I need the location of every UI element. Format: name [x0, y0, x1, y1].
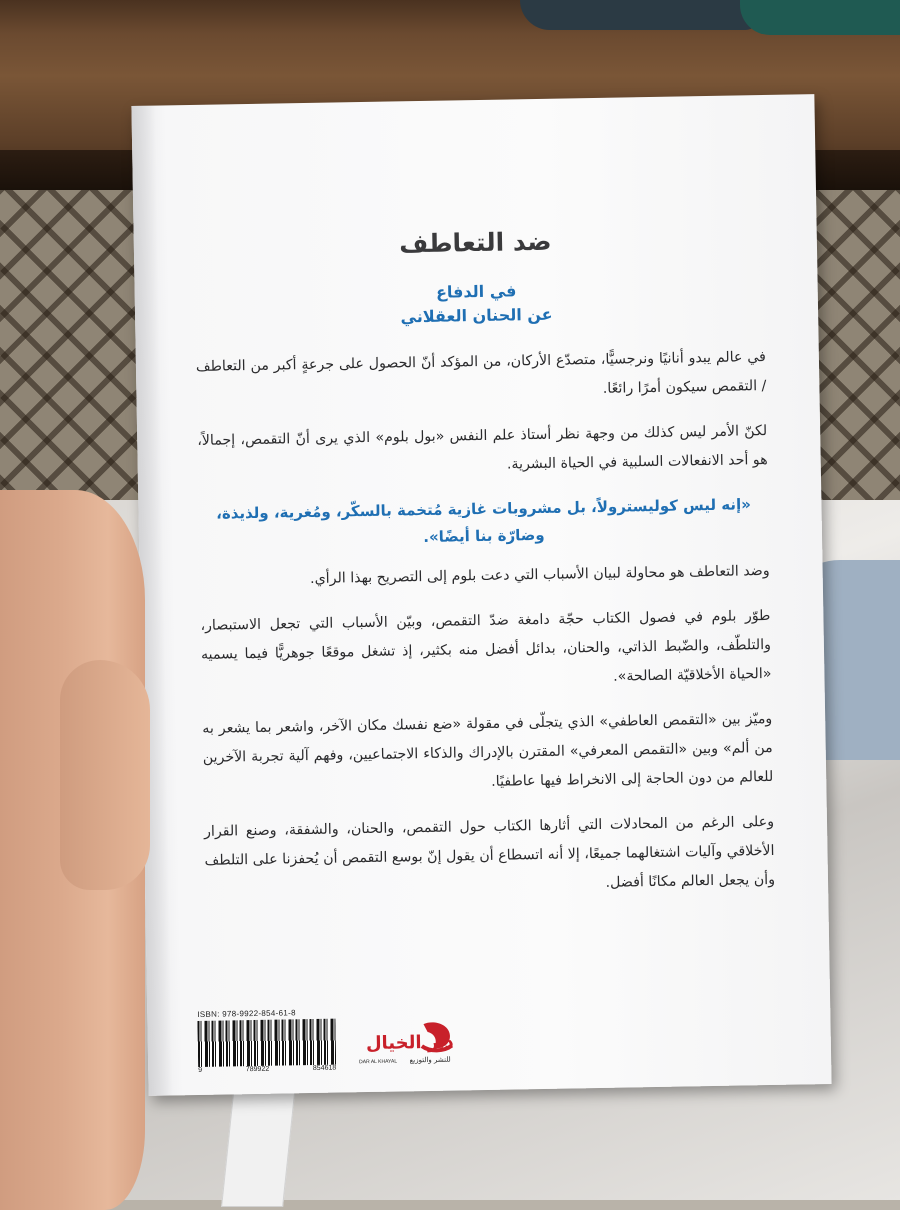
- publisher-logo-mark: [337, 1015, 458, 1073]
- blurb-paragraph: وعلى الرغم من المحادلات التي أثارها الكتاب حول التقمص، والحنان، والشفقة، وصنع القرار الأخلاقي وآليات اشتغالهما جميعًا، إلا أنه اتسطاع أن يقول إنّ بوسع التقمص أن يُحفزنا على التلطف وأن يجعل العالم مكانًا أفضل.: [203, 813, 776, 891]
- blurb-paragraph: وضد التعاطف هو محاولة لبيان الأسباب التي دعت بلوم إلى التصريح بهذا الرأي.: [309, 562, 770, 587]
- publisher-tagline: للنشر والتوزيع: [409, 1055, 451, 1065]
- barcode: [197, 1008, 338, 1080]
- blurb-quote: «إنه ليس كوليسترولاً، بل مشروبات غازية مُتخمة بالسكّر، ومُغرية، ولذيذة، وضارّة بنا أيضًا».: [216, 495, 751, 547]
- thumb: [60, 660, 150, 890]
- subtitle-line-1: في الدفاع: [435, 281, 517, 302]
- blurb-paragraph: لكنّ الأمر ليس كذلك من وجهة نظر أستاذ علم النفس «بول بلوم» الذي يرى أنّ التقمص، إجمالاً، هو أحد الانفعالات السلبية في الحياة البشرية.: [197, 422, 768, 473]
- barcode-digit-group: 9: [198, 1066, 203, 1075]
- publisher-name: دار الخيال: [365, 1031, 454, 1055]
- isbn-text: ISBN: 978-9922-854-61-8: [197, 1008, 296, 1020]
- subtitle-line-2: عن الحنان العقلاني: [400, 304, 553, 327]
- green-bag: [740, 0, 900, 35]
- barcode-bars: [197, 1019, 336, 1067]
- publisher-logo: [337, 1015, 458, 1073]
- publisher-latin-name: DAR AL KHAYAL: [359, 1058, 398, 1066]
- blurb: [196, 343, 776, 921]
- blurb-paragraph: في عالم يبدو أنانيًا ونرجسيًّا، متصدّع الأركان، من المؤكد أنّ الحصول على جرعةٍ أكبر من التعاطف / التقمص سيكون أمرًا رائعًا.: [195, 349, 767, 397]
- barcode-digit-group: 789922: [245, 1065, 270, 1074]
- blurb-paragraph: وميّز بين «التقمص العاطفي» الذي يتجلّى في مقولة «ضع نفسك مكان الآخر، واشعر بما يشعر به من ألم» وبين «التقمص المعرفي» المقترن بالإدراك والذكاء الاجتماعيين، وفهم آلية تجربة الآخرين للعالم من دون الحاجة إلى الانخراط فيها عاطفيًا.: [202, 710, 774, 790]
- blurb-paragraph: طوّر بلوم في فصول الكتاب حجّة دامغة ضدّ التقمص، وبيّن الأسباب التي تجعل الاستبصار، والتلطّف، والضّبط الذاتي، والحنان، بدائل أفضل منه بكثير، إذ تشغل موقعًا جوهريًّا فيما يسميه «الحياة الأخلاقيّة الصالحة».: [200, 607, 772, 685]
- barcode-digits: [198, 1065, 336, 1074]
- book-subtitle: [135, 274, 819, 334]
- book-back-cover: [131, 94, 831, 1096]
- barcode-digit-group: 854618: [312, 1064, 337, 1073]
- dark-bag: [520, 0, 760, 30]
- book-title: ضد التعاطف: [398, 226, 552, 259]
